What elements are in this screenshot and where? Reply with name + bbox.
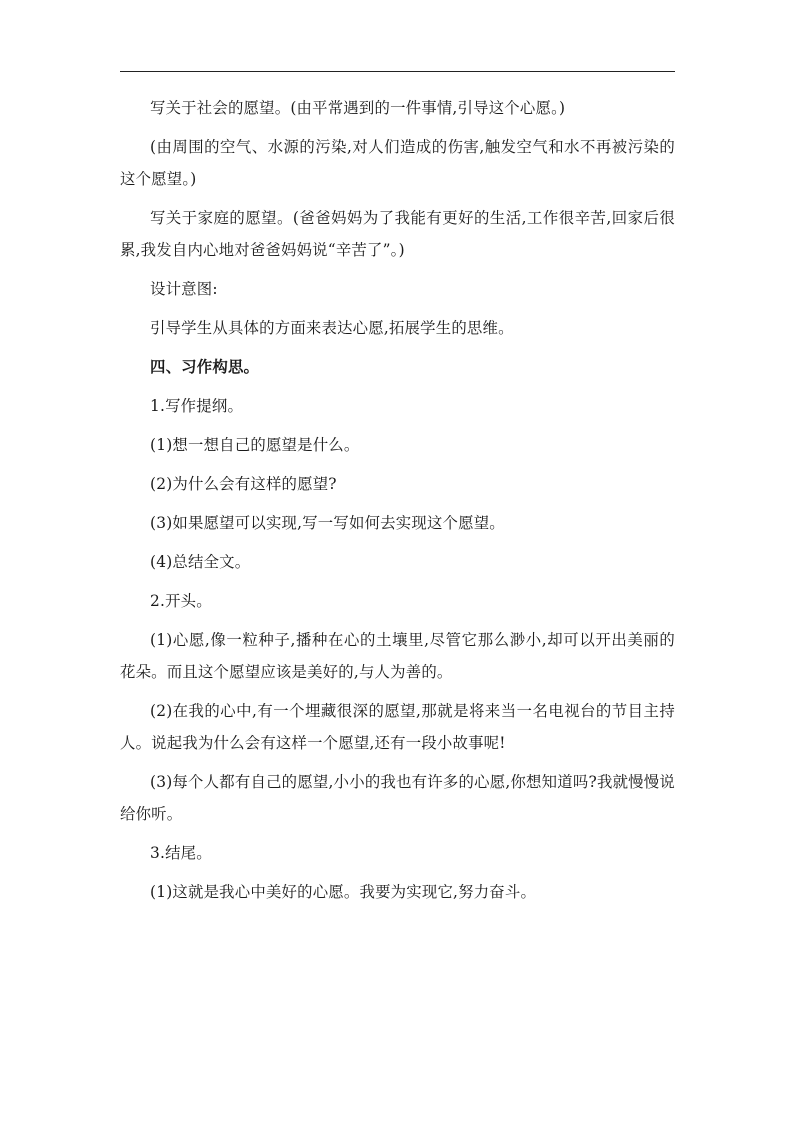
paragraph-design-intent-label: 设计意图: <box>150 280 218 298</box>
header-rule <box>120 71 675 72</box>
outline-item-1: (1)想一想自己的愿望是什么。 <box>150 436 360 454</box>
opening-example-1: (1)心愿,像一粒种子,播种在心的土壤里,尽管它那么渺小,却可以开出美丽的花朵。而且这个愿望应该是美好的,与人为善的。 <box>120 631 675 681</box>
paragraph-pollution-note: (由周围的空气、水源的污染,对人们造成的伤害,触发空气和水不再被污染的这个愿望。) <box>120 138 675 188</box>
section-heading-writing-plan: 四、习作构思。 <box>150 358 260 376</box>
opening-example-2: (2)在我的心中,有一个埋藏很深的愿望,那就是将来当一名电视台的节目主持人。说起我为什么会有这样一个愿望,还有一段小故事呢! <box>120 702 675 752</box>
ending-example-1: (1)这就是我心中美好的心愿。我要为实现它,努力奋斗。 <box>150 883 537 901</box>
document-body <box>120 92 675 915</box>
outline-item-2: (2)为什么会有这样的愿望? <box>150 475 337 493</box>
opening-example-3: (3)每个人都有自己的愿望,小小的我也有许多的心愿,你想知道吗?我就慢慢说给你听。 <box>120 773 675 823</box>
outline-item-4: (4)总结全文。 <box>150 553 251 571</box>
subheading-outline: 1.写作提纲。 <box>150 397 244 415</box>
paragraph-design-intent: 引导学生从具体的方面来表达心愿,拓展学生的思维。 <box>150 319 514 337</box>
subheading-opening: 2.开头。 <box>150 592 212 610</box>
paragraph-society-wish: 写关于社会的愿望。(由平常遇到的一件事情,引导这个心愿。) <box>150 99 566 117</box>
outline-item-3: (3)如果愿望可以实现,写一写如何去实现这个愿望。 <box>150 514 505 532</box>
subheading-ending: 3.结尾。 <box>150 844 212 862</box>
paragraph-family-wish: 写关于家庭的愿望。(爸爸妈妈为了我能有更好的生活,工作很辛苦,回家后很累,我发自内心地对爸爸妈妈说“辛苦了”。) <box>120 209 675 259</box>
